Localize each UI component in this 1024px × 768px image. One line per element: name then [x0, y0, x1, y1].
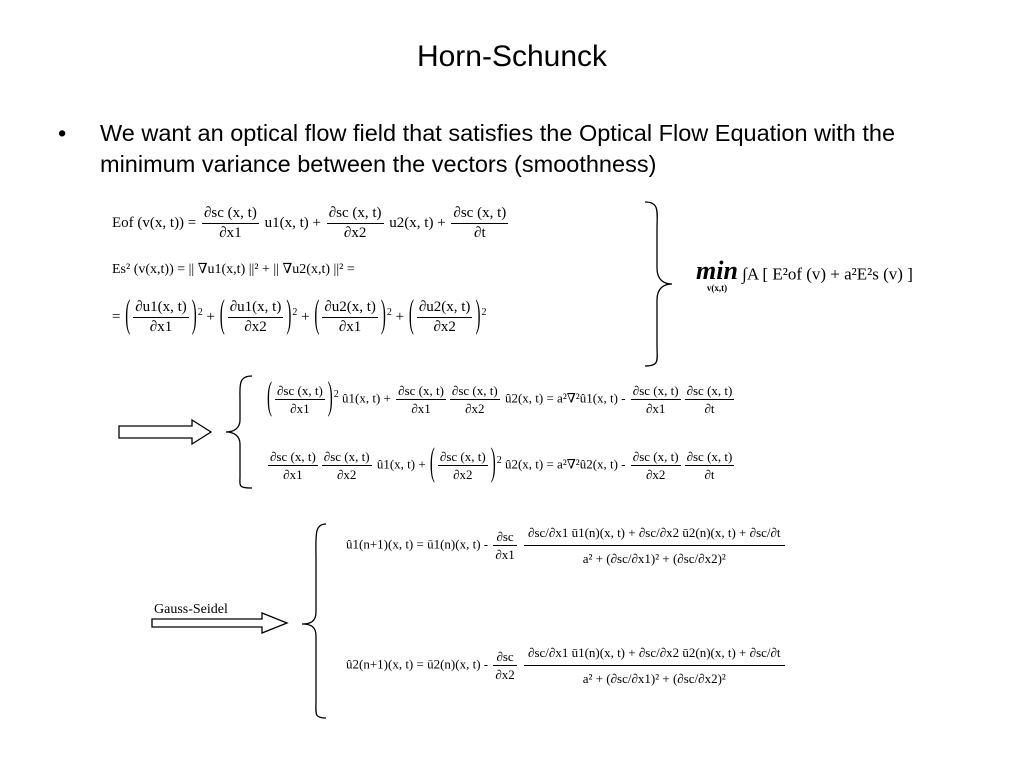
min-subscript: v(x,t): [706, 283, 728, 293]
gs-update-u1: û1(n+1)(x, t) = ū1(n)(x, t) - $\frac{\partial sc}{\partial x1}$ $\frac{\partial sc/\partial x1 ū1(n)(x, t) + \partial sc/\partial x2 ū2(n)(x, t) + \partial sc/\partial t}{\text{a² + (∂sc/∂x1)² + (∂sc/∂x2)²}}$: [346, 520, 787, 571]
gauss-seidel-label: Gauss-Seidel: [154, 602, 228, 617]
es-equation: Es² (v(x,t)) = || ∇u1(x,t) ||² + || ∇u2(x,t) ||² =: [112, 262, 355, 277]
gs-update-u1-fraction: $\frac{\partial sc/\partial x1 ū1(n)(x, t) + \partial sc/\partial x2 ū2(n)(x, t) + \partial sc/\partial t}{\text{a² + (∂sc/∂x1)² + (∂sc/∂x2)²}}$: [524, 520, 785, 571]
eof-lhs: Eof (v(x, t)) =: [112, 214, 197, 231]
smoothness-expansion: = ( $\frac{\partial u1(x, t)}{\partial x1}$ )$^2$ + ( $\frac{\partial u1(x, t)}{\partial x2}$ )$^2$ + ( $\frac{\partial u2(x, t)}{\partial x1}$ )$^2$ + ( $\frac{\partial u2(x, t)}{\partial x2}$ )$^2$: [112, 295, 487, 337]
eof-u2: u2(x, t) +: [389, 214, 446, 231]
min-body: [ E²of (v) + a²E²s (v) ]: [762, 264, 913, 284]
gauss-seidel-arrow-icon: [152, 613, 287, 633]
smooth-frac-2: $\frac{\partial u1(x, t)}{\partial x2}$: [229, 299, 282, 335]
bullet-text: We want an optical flow field that satisfies the Optical Flow Equation with the minimum variance between the vectors (smoothness): [100, 120, 896, 177]
min-operator: min: [696, 256, 738, 285]
eof-u1: u1(x, t) +: [264, 214, 321, 231]
bullet-marker: •: [58, 120, 67, 146]
gs-update-u2-fraction: $\frac{\partial sc/\partial x1 ū1(n)(x, t) + \partial sc/\partial x2 ū2(n)(x, t) + \partial sc/\partial t}{\text{a² + (∂sc/∂x1)² + (∂sc/∂x2)²}}$: [524, 640, 785, 691]
implies-arrow-icon: [119, 420, 211, 444]
eof-frac-2: $\frac{\partial sc (x, t)}{\partial x2}$: [328, 205, 382, 241]
left-brace-system-icon: [226, 376, 252, 488]
system-equation-2: $\frac{\partial sc (x, t)}{\partial x1}$ $\frac{\partial sc (x, t)}{\partial x2}$ û1(x, t) + ( $\frac{\partial sc (x, t)}{\partial x2}$ )$^2$ û2(x, t) = a²∇²û2(x, t) - $\frac{\partial sc (x, t)}{\partial x2}$ $\frac{\partial sc (x, t)}{\partial t}$: [270, 443, 733, 485]
system-equation-1: ( $\frac{\partial sc (x, t)}{\partial x1}$ )$^2$ û1(x, t) + $\frac{\partial sc (x, t)}{\partial x1}$ $\frac{\partial sc (x, t)}{\partial x2}$ û2(x, t) = a²∇²û1(x, t) - $\frac{\partial sc (x, t)}{\partial x1}$ $\frac{\partial sc (x, t)}{\partial t}$: [267, 377, 733, 419]
smooth-frac-4: $\frac{\partial u2(x, t)}{\partial x2}$: [418, 299, 471, 335]
smooth-frac-1: $\frac{\partial u1(x, t)}{\partial x1}$: [135, 299, 187, 335]
integral-sign: ∫A: [742, 264, 759, 284]
right-brace-icon: [645, 202, 672, 366]
smooth-frac-3: $\frac{\partial u2(x, t)}{\partial x1}$: [324, 299, 376, 335]
eof-frac-3: $\frac{\partial sc (x, t)}{\partial t}$: [453, 205, 507, 241]
gs-update-u2: û2(n+1)(x, t) = ū2(n)(x, t) - $\frac{\partial sc}{\partial x2}$ $\frac{\partial sc/\partial x1 ū1(n)(x, t) + \partial sc/\partial x2 ū2(n)(x, t) + \partial sc/\partial t}{\text{a² + (∂sc/∂x1)² + (∂sc/∂x2)²}}$: [346, 640, 787, 691]
slide-title: Horn-Schunck: [416, 40, 608, 73]
eof-frac-1: $\frac{\partial sc (x, t)}{\partial x1}$: [204, 205, 257, 241]
left-brace-gs-icon: [302, 524, 326, 718]
